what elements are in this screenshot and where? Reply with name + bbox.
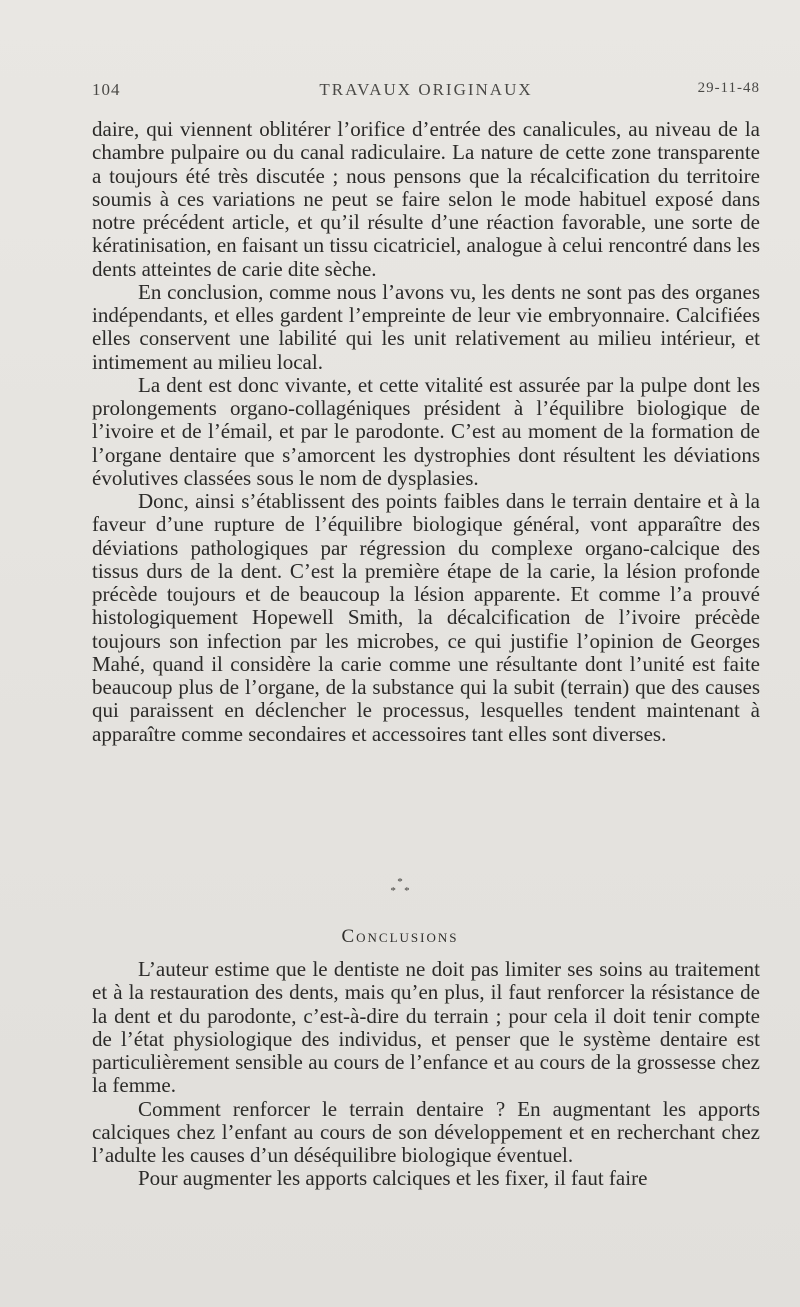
paragraph: Pour augmenter les apports calciques et les fixer, il faut faire xyxy=(138,1166,648,1191)
paragraph: L’auteur estime que le dentiste ne doit pas limiter ses soins au traitement et à la restauration des dents, mais qu’en plus, il faut renforcer la résistance de la dent et du parodonte, c’est-à-dire du terrain ; pour cela il doit tenir compte de l’état physiologique des individus, et penser que le système dentaire est particulièrement sensible au cours de l’enfance et au cours de la grossesse chez la femme. xyxy=(92,957,760,1098)
page-number: 104 xyxy=(92,80,121,99)
paragraph: Donc, ainsi s’établissent des points faibles dans le terrain dentaire et à la faveur d’une rupture de l’équilibre biologique général, vont apparaître des déviations pathologiques par régression du complexe organo-calcique des tissus durs de la dent. C’est la première étape de la carie, la lésion profonde précède toujours et de beaucoup la lésion apparente. Et comme l’a prouvé histologiquement Hopewell Smith, la décalcification de l’ivoire précède toujours son infection par les microbes, ce qui justifie l’opinion de Georges Mahé, quand il considère la carie comme une résultante dont l’unité est faite beaucoup plus de l’organe, de la substance qui la subit (terrain) que des causes qui paraissent en déclencher le processus, lesquelles tendent maintenant à apparaître comme secondaires et accessoires tant elles sont diverses. xyxy=(92,489,760,746)
running-title: TRAVAUX ORIGINAUX xyxy=(319,80,533,99)
paragraph-continued: daire, qui viennent oblitérer l’orifice d’entrée des canalicules, au niveau de la chambre pulpaire ou du canal radiculaire. La nature de cette zone transparente a toujours été très discutée ; nous pensons que la récalcification du territoire soumis à ces variations ne peut se faire selon le mode habituel exposé dans notre précédent article, et qu’il résulte d’une réaction favorable, une sorte de kératinisation, en faisant un tissu cicatriciel, analogue à celui rencontré dans les dents atteintes de carie dite sèche. xyxy=(92,117,760,281)
section-heading: Conclusions xyxy=(341,926,459,947)
conclusions-text xyxy=(92,958,760,1191)
paragraph: La dent est donc vivante, et cette vitalité est assurée par la pulpe dont les prolongements organo-collagéniques président à l’équilibre biologique de l’ivoire et de l’émail, et par le parodonte. C’est au moment de la formation de l’organe dentaire que s’amorcent les dystrophies dont résultent les déviations évolutives classées sous le nom de dysplasies. xyxy=(92,372,760,490)
paragraph: En conclusion, comme nous l’avons vu, les dents ne sont pas des organes indépendants, et elles gardent l’empreinte de leur vie embryonnaire. Calcifiées elles conservent une labilité qui les unit relativement au milieu intérieur, et intimement au milieu local. xyxy=(92,279,760,374)
header-date: 29-11-48 xyxy=(697,80,760,96)
body-text xyxy=(92,118,760,746)
running-header xyxy=(92,80,760,104)
section-separator: * * * xyxy=(390,876,410,897)
paragraph: Comment renforcer le terrain dentaire ? En augmentant les apports calciques chez l’enfant au cours de son développement et en recherchant chez l’adulte les causes d’un déséquilibre biologique éventuel. xyxy=(92,1096,760,1167)
